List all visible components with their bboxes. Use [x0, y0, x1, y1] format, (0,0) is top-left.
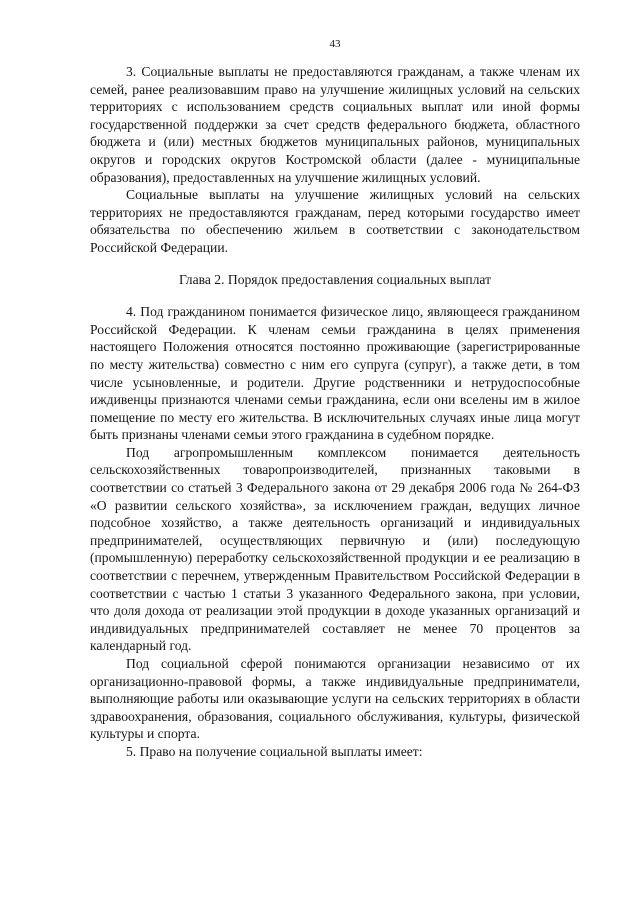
- document-page: [90, 0, 580, 899]
- document-body: [90, 63, 580, 761]
- paragraph-social-sphere: Под социальной сферой понимаются организации независимо от их организационно-правовой формы, а также индивидуальные предприниматели, выполняющие работы или оказывающие услуги на сельских территориях в области здравоохранения, образования, социального обслуживания, культуры, физической культуры и спорта.: [90, 656, 580, 742]
- paragraph-agro-industrial-complex: Под агропромышленным комплексом понимается деятельность сельскохозяйственных товаропроизводителей, признанных таковыми в соответствии со статьей 3 Федерального закона от 29 декабря 2006 года № 264-ФЗ «О развитии сельского хозяйства», за исключением граждан, ведущих личное подсобное хозяйство, а также деятельность организаций и индивидуальных предпринимателей, осуществляющих первичную и (или) последующую (промышленную) переработку сельскохозяйственной продукции и ее реализацию в соответствии с перечнем, утвержденным Правительством Российской Федерации в соответствии с частью 1 статьи 3 указанного Федерального закона, при условии, что доля дохода от реализации этой продукции в доходе указанных организаций и индивидуальных предпринимателей составляет не менее 70 процентов за календарный год.: [90, 444, 580, 654]
- paragraph-5-right-to-payment: 5. Право на получение социальной выплаты имеет:: [126, 743, 423, 759]
- paragraph-3-ineligibility: 3. Социальные выплаты не предоставляются гражданам, а также членам их семей, ранее реализовавшим право на улучшение жилищных условий на сельских территориях с использованием средств социальных выплат или иной формы государственной поддержки за счет средств федерального бюджета, областного бюджета и (или) местных бюджетов муниципальных районов, муниципальных округов и городских округов Костромской области (далее - муниципальные образования), предоставленных на улучшение жилищных условий.: [90, 64, 580, 185]
- chapter-2-heading: Глава 2. Порядок предоставления социальных выплат: [178, 271, 492, 287]
- paragraph-state-obligations: Социальные выплаты на улучшение жилищных условий на сельских территориях не предоставляются гражданам, перед которыми государство имеет обязательства по обеспечению жильем в соответствии с законодательством Российской Федерации.: [90, 187, 580, 255]
- paragraph-4-citizen-definition: 4. Под гражданином понимается физическое лицо, являющееся гражданином Российской Федерации. К членам семьи гражданина в целях применения настоящего Положения относятся постоянно проживающие (зарегистрированные по месту жительства) совместно с ним его супруга (супруг), а также дети, в том числе усыновленные, и родители. Другие родственники и нетрудоспособные иждивенцы признаются членами семьи гражданина, если они вселены им в жилое помещение по месту его жительства. В исключительных случаях иные лица могут быть признаны членами семьи этого гражданина в судебном порядке.: [90, 304, 580, 443]
- page-number: 43: [329, 38, 341, 50]
